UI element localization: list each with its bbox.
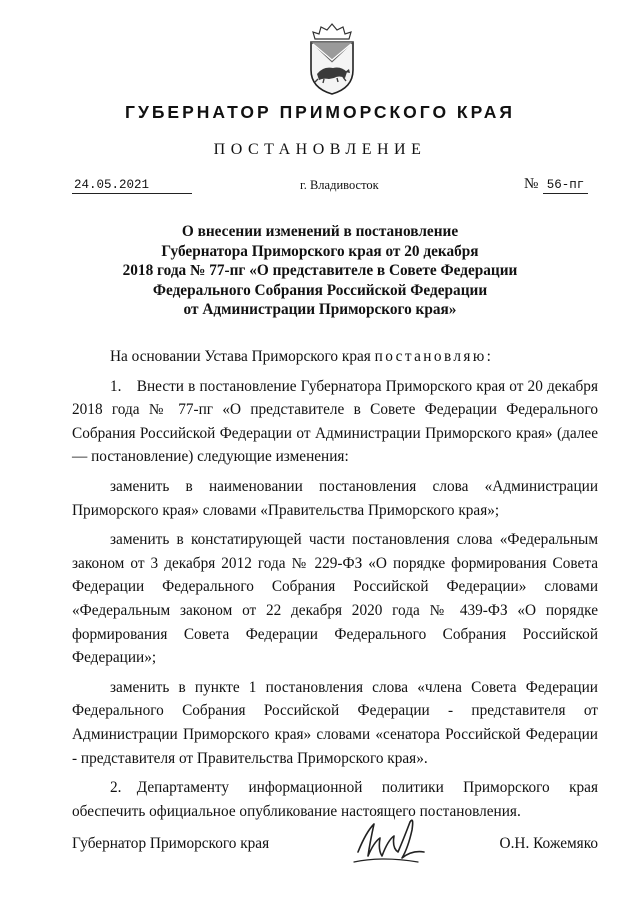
signatory-position: Губернатор Приморского края — [72, 835, 270, 852]
body-paragraph: 2. Департаменту информационной политики Приморского края обеспечить официальное опубликование настоящего постановления. — [72, 779, 598, 820]
title-line: Губернатора Приморского края от 20 декабря — [161, 242, 479, 260]
body-paragraph: заменить в констатирующей части постановления слова «Федеральным законом от 3 декабря 2012 года № 229-ФЗ «О порядке формирования Совета Федерации Федерального Собрания Российской Федерации» словами «Федеральным законом от 22 декабря 2020 года № 439-ФЗ «О порядке формирования Совета Федерации Федерального Собрания Российской Федерации»; — [72, 531, 598, 667]
handwritten-signature — [352, 812, 430, 870]
document-body — [72, 345, 598, 829]
organization-heading: ГУБЕРНАТОР ПРИМОРСКОГО КРАЯ — [125, 102, 515, 122]
intro-text: На основании Устава Приморского края — [110, 348, 371, 365]
title-line: от Администрации Приморского края» — [183, 301, 457, 318]
title-line: 2018 года № 77-пг «О представителе в Совете Федерации — [122, 262, 518, 279]
body-paragraph: заменить в пункте 1 постановления слова «члена Совета Федерации Федерального Собрания Российской Федерации - представителя от Администрации Приморского края» словами «сенатора Российской Федерации - представителя от Правительства Приморского края». — [72, 678, 598, 767]
intro-decree-word: постановляю: — [374, 348, 494, 365]
document-city: г. Владивосток — [300, 178, 379, 192]
intro-paragraph — [72, 345, 598, 369]
document-number: 56-пг — [543, 178, 588, 194]
document-title — [100, 222, 540, 320]
signatory-name: О.Н. Кожемяко — [499, 835, 598, 852]
body-paragraph: заменить в наименовании постановления слова «Администрации Приморского края» словами «Правительства Приморского края»; — [72, 477, 598, 519]
title-line: Федерального Собрания Российской Федерации — [152, 281, 488, 299]
title-line: О внесении изменений в постановление — [181, 223, 459, 240]
document-type: ПОСТАНОВЛЕНИЕ — [213, 141, 427, 158]
number-label: № — [524, 176, 539, 192]
coat-of-arms-icon — [301, 22, 363, 96]
document-date: 24.05.2021 — [72, 178, 192, 194]
body-paragraph: 1. Внести в постановление Губернатора Приморского края от 20 декабря 2018 года № 77-пг «О представителе в Совете Федерации Федерального Собрания Российской Федерации от Администрации Приморского края» (далее — постановление) следующие изменения: — [72, 377, 598, 466]
